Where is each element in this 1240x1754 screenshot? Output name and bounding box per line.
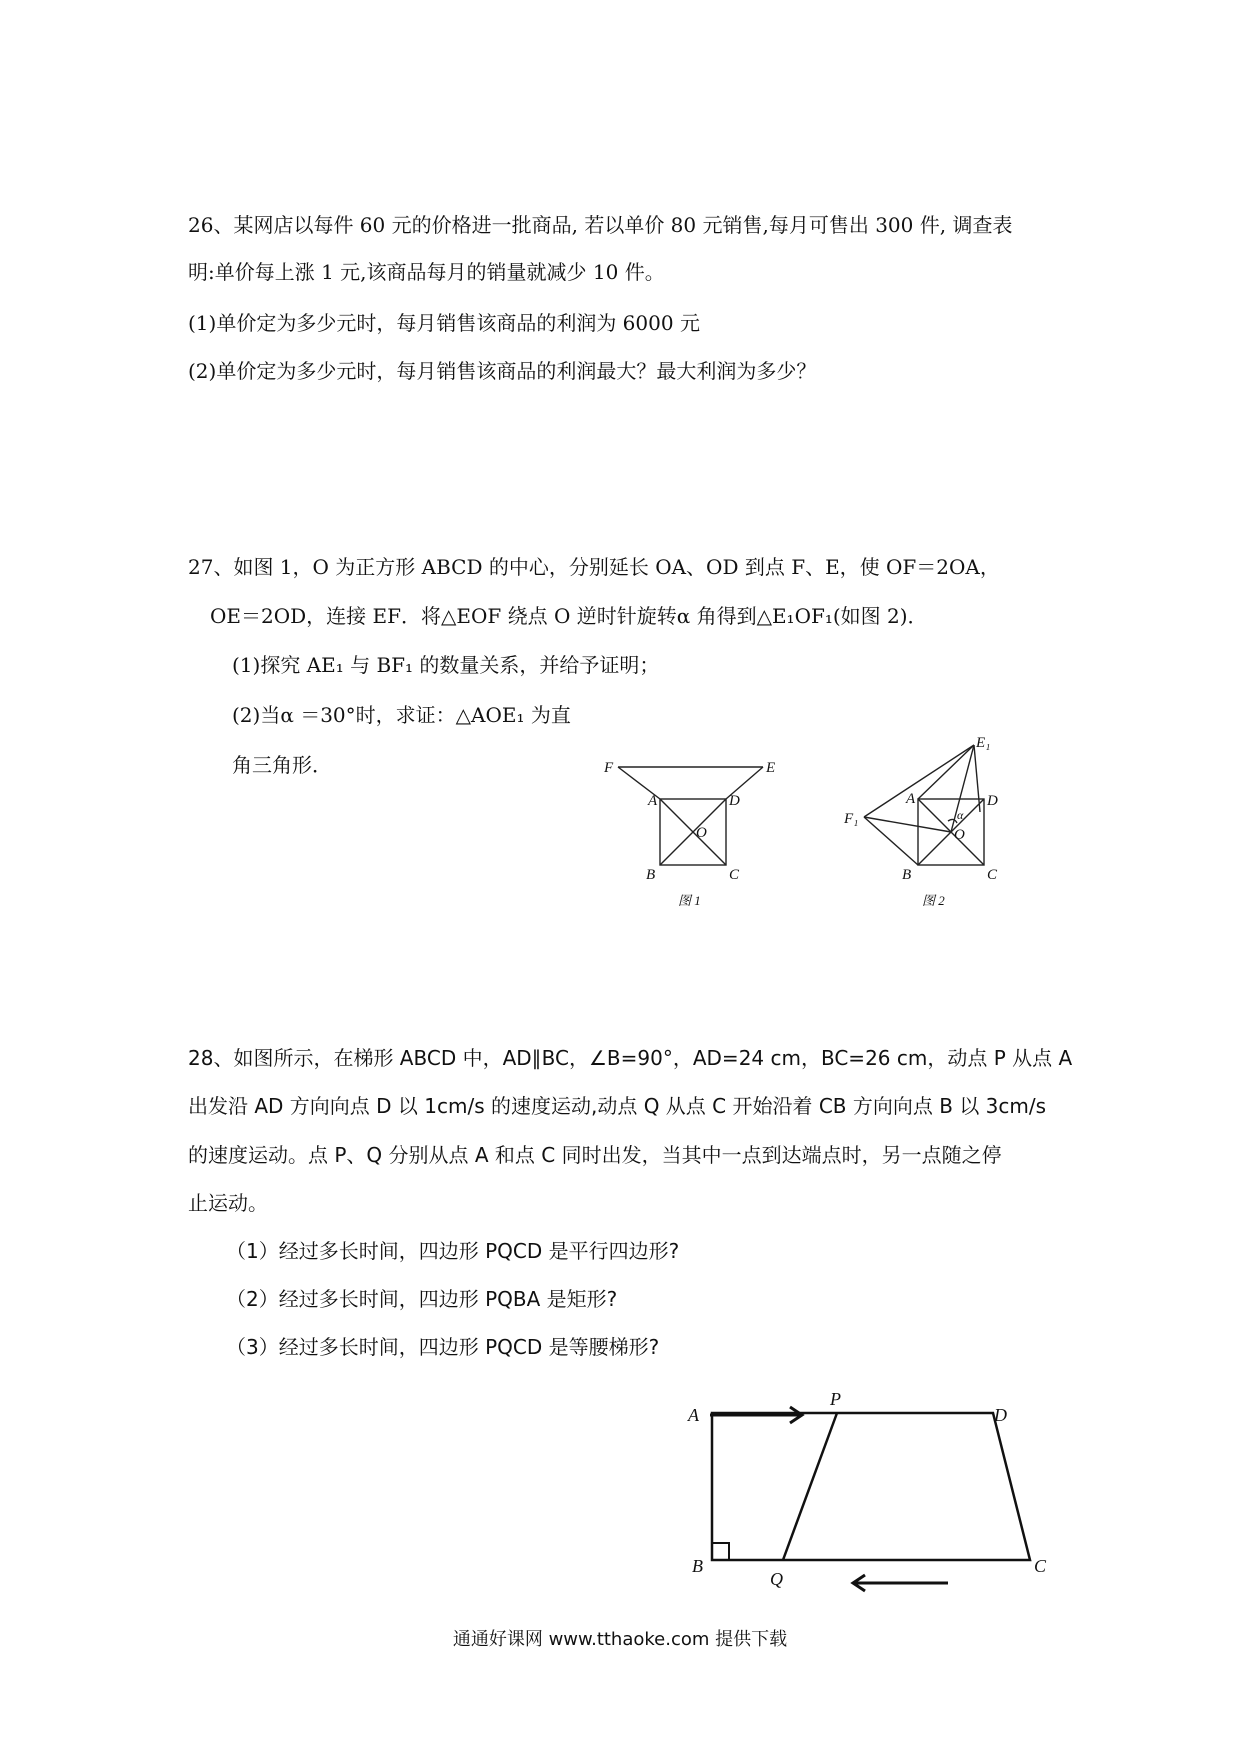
segment-e1-right: [974, 745, 980, 812]
label-alpha: α: [957, 808, 964, 822]
trapezoid-abcd: [712, 1413, 1030, 1560]
trapezoid-figure: [680, 1385, 1080, 1605]
q27-line1: 27、如图 1，O 为正方形 ABCD 的中心，分别延长 OA、OD 到点 F、E，使 OF＝2OA，: [188, 555, 1000, 579]
figure-1-caption: 图 1: [678, 893, 701, 908]
label-c: C: [1034, 1556, 1047, 1576]
q28-line1: 28、如图所示，在梯形 ABCD 中，AD∥BC，∠B=90°，AD=24 cm，BC=26 cm，动点 P 从点 A: [188, 1046, 1073, 1070]
q28-line2: 出发沿 AD 方向向点 D 以 1cm/s 的速度运动,动点 Q 从点 C 开始沿着 CB 方向向点 B 以 3cm/s: [188, 1094, 1047, 1118]
q27-part2a: (2)当α ＝30°时，求证：△AOE₁ 为直: [232, 703, 571, 727]
segment-bf1: [864, 817, 918, 865]
footer-credit: 通通好课网 www.tthaoke.com 提供下载: [452, 1629, 788, 1650]
label-o: O: [954, 827, 965, 843]
figure-2-caption: 图 2: [922, 893, 945, 908]
label-d: D: [729, 793, 740, 809]
label-b: B: [692, 1556, 703, 1576]
label-c: C: [987, 867, 998, 883]
figure-2: [830, 737, 1020, 917]
q26-part2: (2)单价定为多少元时，每月销售该商品的利润最大？最大利润为多少？: [188, 359, 817, 383]
q26-line1: 26、某网店以每件 60 元的价格进一批商品, 若以单价 80 元销售,每月可售出 300 件, 调查表: [188, 213, 1013, 237]
label-e1: E₁: [976, 737, 991, 751]
q28-part1: （1）经过多长时间，四边形 PQCD 是平行四边形?: [226, 1239, 680, 1263]
q26-part1: (1)单价定为多少元时，每月销售该商品的利润为 6000 元: [188, 311, 700, 335]
q28-part3: （3）经过多长时间，四边形 PQCD 是等腰梯形?: [226, 1335, 660, 1359]
q27-line2: OE＝2OD，连接 EF．将△EOF 绕点 O 逆时针旋转α 角得到△E₁OF₁(如图 2)．: [210, 604, 928, 628]
q27-part2b: 角三角形．: [232, 753, 332, 777]
label-p: P: [830, 1389, 841, 1409]
q27-part1: (1)探究 AE₁ 与 BF₁ 的数量关系，并给予证明；: [232, 653, 660, 677]
label-o: O: [696, 825, 707, 841]
figure-1: [598, 755, 788, 915]
angle-alpha-arc: [948, 819, 957, 823]
segment-pq: [783, 1413, 837, 1560]
q26-line2: 明:单价每上涨 1 元,该商品每月的销量就减少 10 件。: [188, 260, 665, 284]
label-f: F: [604, 760, 614, 776]
label-a: A: [688, 1405, 699, 1425]
label-d: D: [987, 793, 998, 809]
q28-line4: 止运动。: [188, 1191, 268, 1215]
segment-ae1: [918, 745, 974, 799]
label-q: Q: [770, 1569, 783, 1589]
right-angle-mark: [712, 1543, 729, 1560]
q28-line3: 的速度运动。点 P、Q 分别从点 A 和点 C 同时出发，当其中一点到达端点时，另一点随之停: [188, 1143, 1002, 1167]
label-a: A: [648, 793, 658, 809]
q28-part2: （2）经过多长时间，四边形 PQBA 是矩形?: [226, 1287, 618, 1311]
label-b: B: [902, 867, 912, 883]
label-f1: F₁: [844, 811, 859, 827]
label-d: D: [994, 1405, 1007, 1425]
label-c: C: [729, 867, 740, 883]
label-e: E: [766, 760, 776, 776]
label-a: A: [906, 791, 916, 807]
label-b: B: [646, 867, 656, 883]
